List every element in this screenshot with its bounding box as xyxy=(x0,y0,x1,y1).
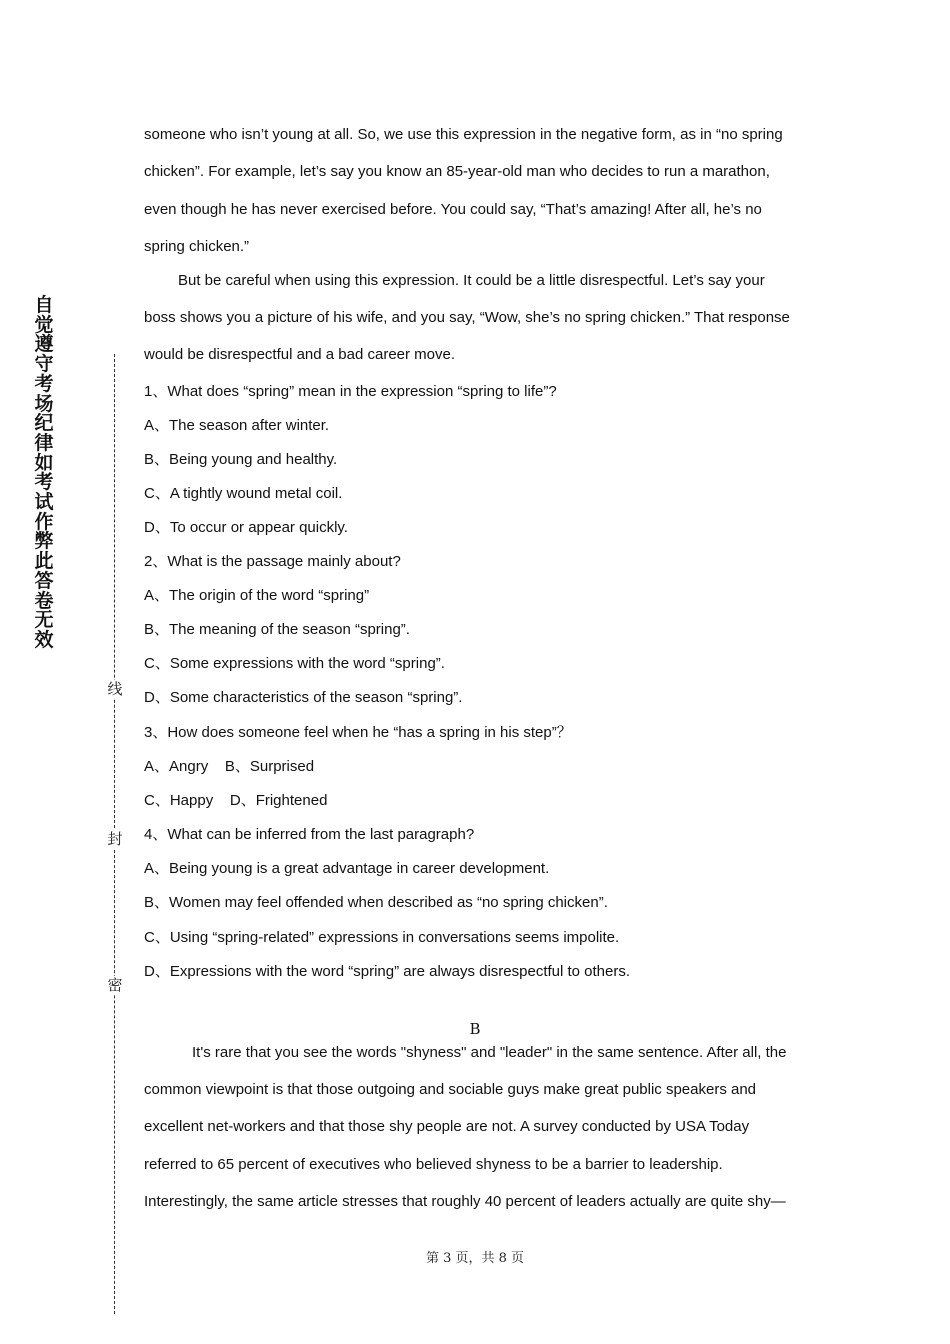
passage-a-line: someone who isn’t young at all. So, we use this expression in the negative form, as in “no spring xyxy=(144,126,783,143)
passage-a-line: boss shows you a picture of his wife, and you say, “Wow, she’s no spring chicken.” That response xyxy=(144,309,790,326)
question-4: 4、What can be inferred from the last paragraph? xyxy=(144,826,475,843)
warning-char: 无 xyxy=(34,609,54,632)
question-1: 1、What does “spring” mean in the expression “spring to life”? xyxy=(144,383,557,400)
passage-b-line: common viewpoint is that those outgoing and sociable guys make great public speakers and xyxy=(144,1081,757,1098)
passage-b-line: excellent net-workers and that those shy people are not. A survey conducted by USA Today xyxy=(144,1118,750,1135)
question-3-options-ab: A、Angry B、Surprised xyxy=(144,758,315,775)
question-2-option-d: D、Some characteristics of the season “spring”. xyxy=(144,689,463,706)
question-4-option-b: B、Women may feel offended when described as “no spring chicken”. xyxy=(144,894,608,911)
warning-char: 答 xyxy=(34,569,54,592)
warning-char: 场 xyxy=(34,392,54,415)
warning-char: 弊 xyxy=(34,530,54,553)
passage-a-line: would be disrespectful and a bad career move. xyxy=(144,346,456,363)
exam-rules-warning xyxy=(32,296,56,651)
passage-a-line: But be careful when using this expression. It could be a little disrespectful. Let’s say your xyxy=(178,272,765,289)
passage-a-line: even though he has never exercised before. You could say, “That’s amazing! After all, he’s no xyxy=(144,201,762,218)
question-4-option-d: D、Expressions with the word “spring” are always disrespectful to others. xyxy=(144,963,631,980)
binding-label-seal: 封 xyxy=(104,830,126,848)
question-2-option-b: B、The meaning of the season “spring”. xyxy=(144,621,410,638)
warning-char: 试 xyxy=(34,491,54,514)
warning-char: 考 xyxy=(34,372,54,395)
warning-char: 纪 xyxy=(34,412,54,435)
question-2-option-a: A、The origin of the word “spring” xyxy=(144,587,370,604)
warning-char: 作 xyxy=(34,510,54,533)
passage-b-line: referred to 65 percent of executives who believed shyness to be a barrier to leadership. xyxy=(144,1156,723,1173)
binding-label-secret: 密 xyxy=(104,976,126,994)
warning-char: 效 xyxy=(34,628,54,651)
warning-char: 律 xyxy=(34,431,54,454)
passage-a-line: chicken”. For example, let’s say you know an 85-year-old man who decides to run a marathon, xyxy=(144,163,770,180)
warning-char: 如 xyxy=(34,451,54,474)
page-footer: 第 3 页，共 8 页 xyxy=(425,1251,525,1266)
passage-a-line: spring chicken.” xyxy=(144,238,250,255)
question-3: 3、How does someone feel when he “has a spring in his step”？ xyxy=(144,724,572,741)
passage-b-line: It's rare that you see the words "shyness" and "leader" in the same sentence. After all, the xyxy=(192,1044,787,1061)
question-1-option-d: D、To occur or appear quickly. xyxy=(144,519,348,536)
question-4-option-c: C、Using “spring-related” expressions in conversations seems impolite. xyxy=(144,929,620,946)
question-1-option-b: B、Being young and healthy. xyxy=(144,451,338,468)
warning-char: 遵 xyxy=(34,333,54,356)
binding-label-line: 线 xyxy=(104,680,126,698)
question-1-option-a: A、The season after winter. xyxy=(144,417,330,434)
warning-char: 卷 xyxy=(34,589,54,612)
warning-char: 觉 xyxy=(34,313,54,336)
question-3-options-cd: C、Happy D、Frightened xyxy=(144,792,328,809)
warning-char: 考 xyxy=(34,471,54,494)
section-b-title: B xyxy=(469,1020,481,1038)
warning-char: 自 xyxy=(34,294,54,316)
warning-char: 守 xyxy=(34,353,54,376)
question-2: 2、What is the passage mainly about? xyxy=(144,553,401,570)
question-1-option-c: C、A tightly wound metal coil. xyxy=(144,485,343,502)
passage-b-line: Interestingly, the same article stresses that roughly 40 percent of leaders actually are quite shy— xyxy=(144,1193,786,1210)
question-4-option-a: A、Being young is a great advantage in career development. xyxy=(144,860,550,877)
warning-char: 此 xyxy=(34,550,54,573)
question-2-option-c: C、Some expressions with the word “spring”. xyxy=(144,655,445,672)
